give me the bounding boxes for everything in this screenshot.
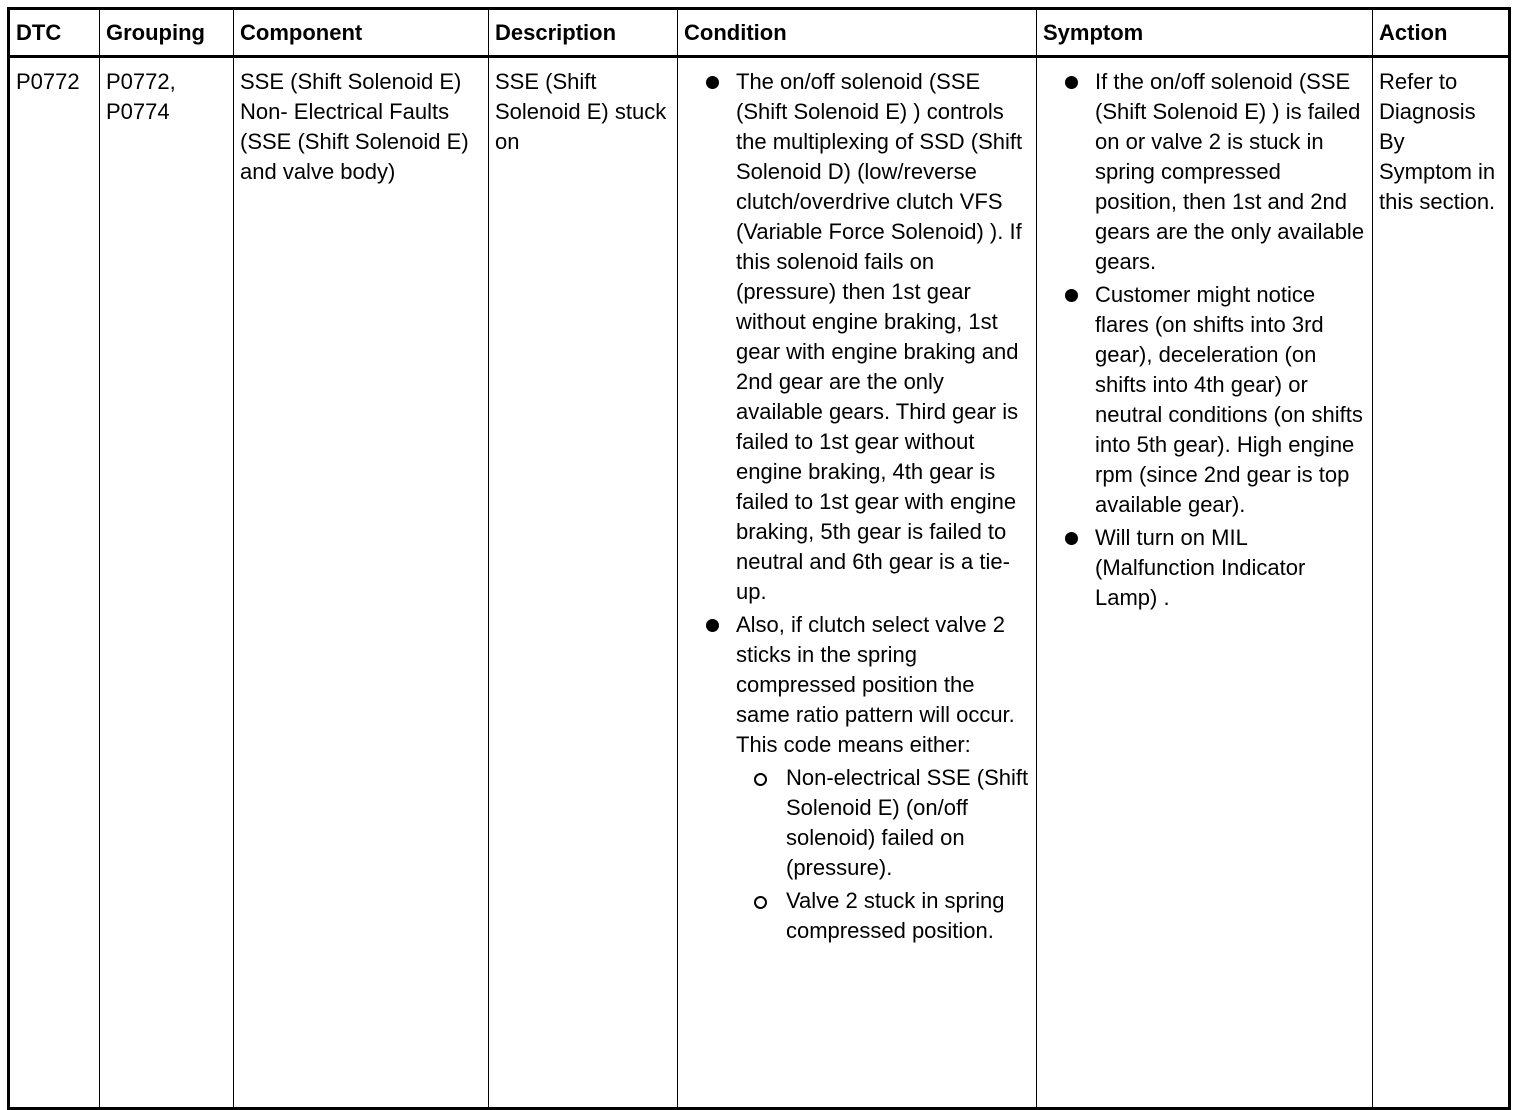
condition-bullet: The on/off solenoid (SSE (Shift Solenoid E) ) controls the multiplexing of SSD (Shift Solenoid D) (low/reverse clutch/overdrive clutch VFS (Variable Force Solenoid) ). If this solenoid fails on (pressure) then 1st gear without engine braking, 1st gear with engine braking and 2nd gear are the only available gears. Third gear is failed to 1st gear without engine braking, 4th gear is failed to 1st gear with engine braking, 5th gear is failed to neutral and 6th gear is a tie-up. (684, 67, 1030, 607)
cell-description: SSE (Shift Solenoid E) stuck on (489, 57, 678, 1109)
symptom-bullet: Customer might notice flares (on shifts into 3rd gear), deceleration (on shifts into 4th gear) or neutral conditions (on shifts into 5th gear). High engine rpm (since 2nd gear is top available gear). (1043, 280, 1366, 520)
symptom-bullet: If the on/off solenoid (SSE (Shift Solenoid E) ) is failed on or valve 2 is stuck in spring compressed position, then 1st and 2nd gears are the only available gears. (1043, 67, 1366, 277)
header-component: Component (234, 9, 489, 57)
header-symptom: Symptom (1037, 9, 1373, 57)
header-condition: Condition (678, 9, 1037, 57)
header-grouping: Grouping (100, 9, 234, 57)
cell-condition (678, 57, 1037, 1109)
condition-sub-bullet: Valve 2 stuck in spring compressed position. (736, 886, 1030, 946)
header-dtc: DTC (9, 9, 100, 57)
header-description: Description (489, 9, 678, 57)
symptom-bullet: Will turn on MIL (Malfunction Indicator Lamp) . (1043, 523, 1366, 613)
header-row (9, 9, 1510, 57)
table-row (9, 57, 1510, 1109)
condition-sub-bullet: Non-electrical SSE (Shift Solenoid E) (on/off solenoid) failed on (pressure). (736, 763, 1030, 883)
cell-dtc: P0772 (9, 57, 100, 1109)
cell-component: SSE (Shift Solenoid E) Non- Electrical Faults (SSE (Shift Solenoid E) and valve body) (234, 57, 489, 1109)
header-action: Action (1373, 9, 1510, 57)
condition-bullet (684, 610, 1030, 946)
cell-symptom (1037, 57, 1373, 1109)
dtc-table (7, 7, 1511, 1110)
cell-action: Refer to Diagnosis By Symptom in this section. (1373, 57, 1510, 1109)
cell-grouping: P0772, P0774 (100, 57, 234, 1109)
condition-bullet-text: Also, if clutch select valve 2 sticks in the spring compressed position the same ratio pattern will occur. This code means either: (736, 612, 1015, 757)
